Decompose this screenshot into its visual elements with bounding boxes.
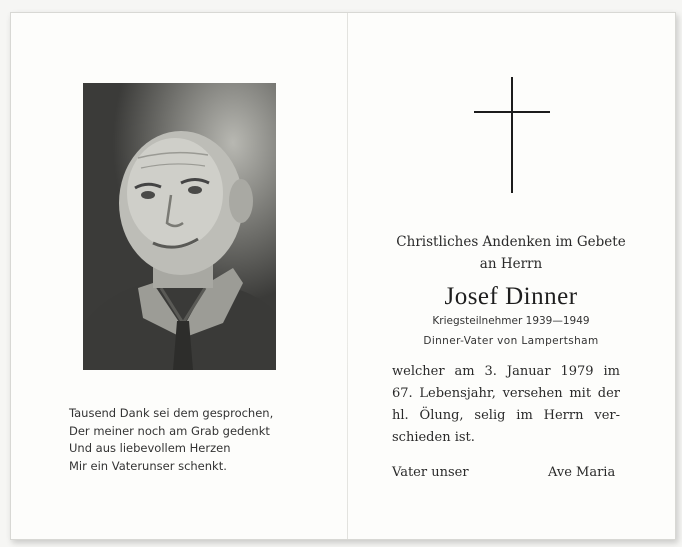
poem-line: Und aus liebevollem Herzen <box>69 441 231 455</box>
subtitle-war-service: Kriegsteilnehmer 1939—1949 <box>432 315 590 327</box>
portrait-illustration <box>83 83 276 370</box>
deceased-name: Josef Dinner <box>444 283 578 310</box>
card-fold <box>347 13 348 539</box>
memorial-body <box>392 361 620 449</box>
portrait-photo <box>83 83 276 370</box>
memorial-card <box>10 12 676 540</box>
body-line: schieden ist. <box>392 430 475 445</box>
poem-line: Der meiner noch am Grab gedenkt <box>69 423 270 438</box>
memorial-heading <box>351 231 671 275</box>
body-line: 67. Lebensjahr, versehen mit der <box>392 386 620 401</box>
body-line: welcher am 3. Januar 1979 im <box>392 364 620 379</box>
prayer-ave-maria: Ave Maria <box>548 465 616 480</box>
cross-icon <box>474 77 550 197</box>
body-line: hl. Ölung, selig im Herrn ver- <box>392 408 620 423</box>
poem-line: Mir ein Vaterunser schenkt. <box>69 458 227 473</box>
heading-line: Christliches Andenken im Gebete <box>396 234 626 250</box>
poem-line: Tausend Dank sei dem gesprochen, <box>69 406 274 420</box>
prayer-vater-unser: Vater unser <box>392 465 469 480</box>
poem <box>69 405 273 475</box>
subtitle-origin: Dinner-Vater von Lampertsham <box>423 335 599 347</box>
heading-line: an Herrn <box>479 256 543 272</box>
